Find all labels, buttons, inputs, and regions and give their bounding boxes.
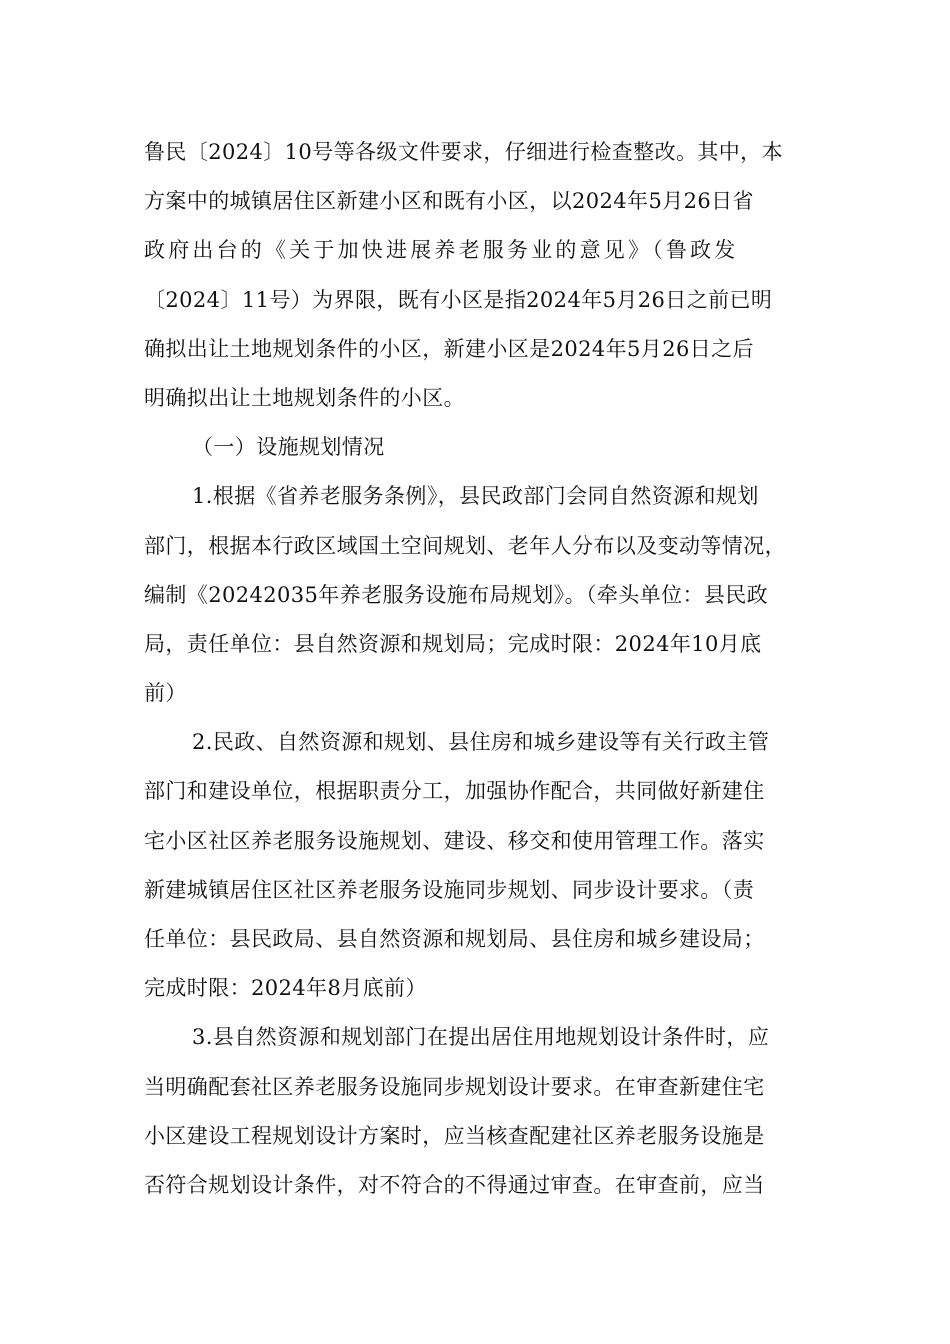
paragraph-line: 3.县自然资源和规划部门在提出居住用地规划设计条件时，应	[192, 1025, 770, 1050]
paragraph-line: 编制《20242035年养老服务设施布局规划》。（牵头单位：县民政	[144, 582, 769, 607]
paragraph-line: 前）	[144, 681, 187, 706]
paragraph-line: 方案中的城镇居住区新建小区和既有小区，以2024年5月26日省	[144, 189, 754, 214]
paragraph-line: 部门和建设单位，根据职责分工，加强协作配合，共同做好新建住	[144, 779, 765, 804]
paragraph-line: 〔2024〕11号）为界限，既有小区是指2024年5月26日之前已明	[144, 287, 773, 312]
paragraph-line: 完成时限：2024年8月底前）	[144, 976, 427, 1001]
section-heading: （一）设施规划情况	[192, 435, 385, 460]
paragraph-line: 部门，根据本行政区域国土空间规划、老年人分布以及变动等情况，	[144, 533, 786, 558]
paragraph-line: 任单位：县民政局、县自然资源和规划局、县住房和城乡建设局；	[144, 927, 765, 951]
paragraph-line: 新建城镇居住区社区养老服务设施同步规划、同步设计要求。（责	[144, 877, 755, 902]
paragraph-line: 否符合规划设计条件，对不符合的不得通过审查。在审查前，应当	[144, 1172, 765, 1197]
paragraph-line: 当明确配套社区养老服务设施同步规划设计要求。在审查新建住宅	[144, 1074, 765, 1099]
paragraph-line: 政府出台的《关于加快进展养老服务业的意见》（鲁政发	[144, 238, 739, 263]
paragraph-line: 局，责任单位：县自然资源和规划局；完成时限：2024年10月底	[144, 631, 762, 656]
paragraph-line: 2.民政、自然资源和规划、县住房和城乡建设等有关行政主管	[192, 730, 770, 755]
paragraph-line: 确拟出让土地规划条件的小区，新建小区是2024年5月26日之后	[144, 336, 754, 361]
document-body	[144, 128, 814, 1210]
paragraph-line: 小区建设工程规划设计方案时，应当核查配建社区养老服务设施是	[144, 1123, 765, 1148]
paragraph-line: 1.根据《省养老服务条例》，县民政部门会同自然资源和规划	[192, 484, 759, 509]
paragraph-line: 鲁民〔2024〕10号等各级文件要求，仔细进行检查整改。其中，本	[144, 140, 783, 164]
paragraph-line: 明确拟出让土地规划条件的小区。	[144, 385, 465, 410]
paragraph-line: 宅小区社区养老服务设施规划、建设、移交和使用管理工作。落实	[144, 828, 765, 853]
